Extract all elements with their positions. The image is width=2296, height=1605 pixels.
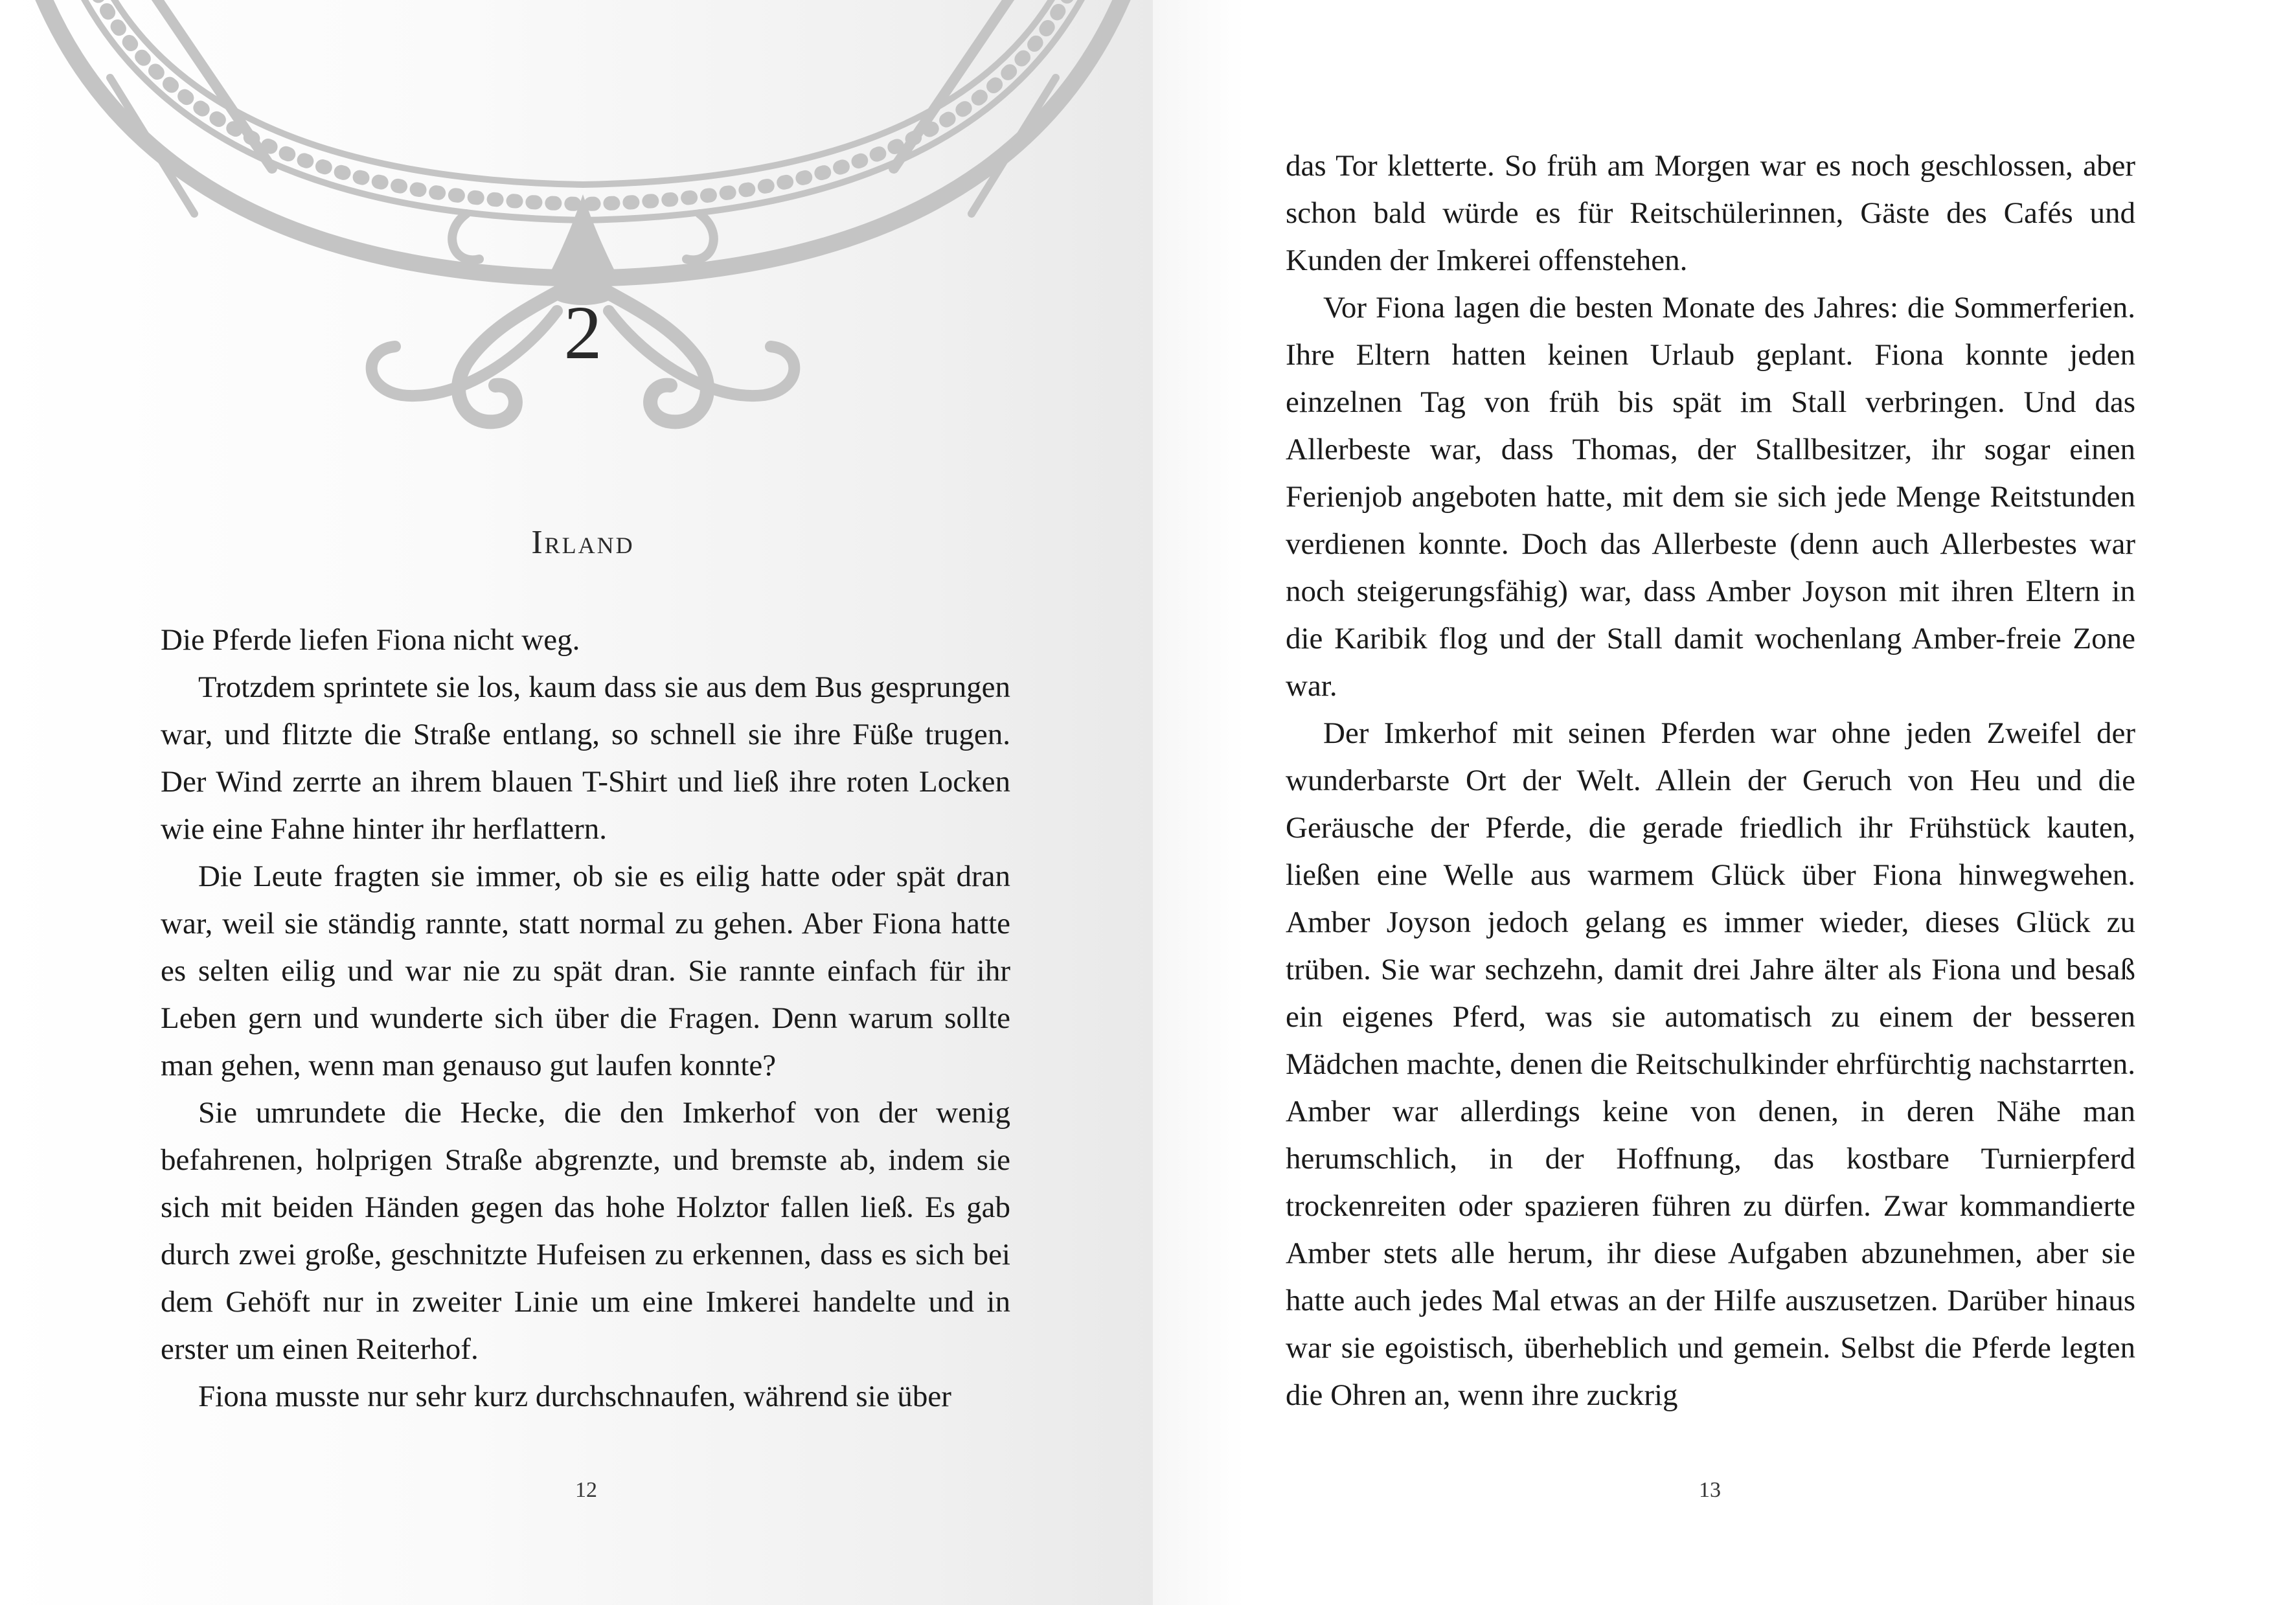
- paragraph: Die Pferde liefen Fiona nicht weg.: [161, 623, 580, 657]
- page-number-left: 12: [575, 1478, 597, 1502]
- paragraph: Vor Fiona lagen die besten Monate des Jahres: die Sommerferien. Ihre Eltern hatten keinen Urlaub geplant. Fiona konnte jeden einzelnen Tag von früh bis spät im Stall verbringen. Und das Allerbeste war, dass Thomas, der Stallbesitzer, ihr sogar einen Ferienjob angeboten hatte, mit dem sie sich jede Menge Reitstunden verdienen konnte. Doch das Allerbeste (denn auch Allerbestes war noch steigerungsfähig) war, dass Amber Joyson mit ihren Eltern in die Karibik flog und der Stall damit wochenlang Amber-freie Zone war.: [1286, 291, 2135, 703]
- filigree-arch-ornament-icon: [0, 0, 1153, 453]
- paragraph: Der Imkerhof mit seinen Pferden war ohne jeden Zweifel der wunderbarste Ort der Welt. Allein der Geruch von Heu und die Geräusche der Pferde, die gerade friedlich ihr Frühstück kauten, ließen eine Welle aus warmem Glück über Fiona hinwegwehen. Amber Joyson jedoch gelang es immer wieder, dieses Glück zu trüben. Sie war sechzehn, damit drei Jahre älter als Fiona und besaß ein eigenes Pferd, was sie automatisch zu einem der besseren Mädchen machte, denen die Reitschulkinder ehrfürchtig nachstarrten. Amber war allerdings keine von denen, in deren Nähe man herumschlich, in der Hoffnung, das kostbare Turnierpferd trockenreiten oder spazieren führen zu dürfen. Zwar kommandierte Amber stets alle herum, ihr diese Aufgaben abzunehmen, aber sie hatte auch jedes Mal etwas an der Hilfe auszusetzen. Darüber hinaus war sie egoistisch, überheblich und gemein. Selbst die Pferde legten die Ohren an, wenn ihre zuckrig: [1286, 716, 2135, 1412]
- paragraph: Sie umrundete die Hecke, die den Imkerhof von der wenig befahrenen, holprigen Straße abgrenzte, und bremste ab, indem sie sich mit beiden Händen gegen das hohe Holztor fallen ließ. Es gab durch zwei große, geschnitzte Hufeisen zu erkennen, dass es sich bei dem Gehöft nur in zweiter Linie um eine Imkerei handelte und in erster um einen Reiterhof.: [161, 1096, 1010, 1366]
- paragraph: Fiona musste nur sehr kurz durchschnaufen, während sie über: [198, 1380, 951, 1413]
- chapter-title: Irland: [531, 524, 635, 561]
- paragraph: Die Leute fragten sie immer, ob sie es eilig hatte oder spät dran war, weil sie ständig rannte, statt normal zu gehen. Aber Fiona hatte es selten eilig und war nie zu spät dran. Sie rannte einfach für ihr Leben gern und wunderte sich über die Fragen. Denn warum sollte man gehen, wenn man genauso gut laufen konnte?: [161, 859, 1010, 1082]
- page-number-right: 13: [1699, 1478, 1721, 1502]
- chapter-number: 2: [563, 290, 602, 375]
- paragraph: Trotzdem sprintete sie los, kaum dass sie aus dem Bus gesprungen war, und flitzte die Straße entlang, so schnell sie ihre Füße trugen. Der Wind zerrte an ihrem blauen T-Shirt und ließ ihre roten Locken wie eine Fahne hinter ihr herflattern.: [161, 670, 1010, 846]
- left-page-body: [161, 617, 1010, 1420]
- paragraph: das Tor kletterte. So früh am Morgen war es noch geschlossen, aber schon bald würde es für Reitschülerinnen, Gäste des Cafés und Kunden der Imkerei offenstehen.: [1286, 149, 2135, 277]
- right-page-body: [1286, 142, 2135, 1419]
